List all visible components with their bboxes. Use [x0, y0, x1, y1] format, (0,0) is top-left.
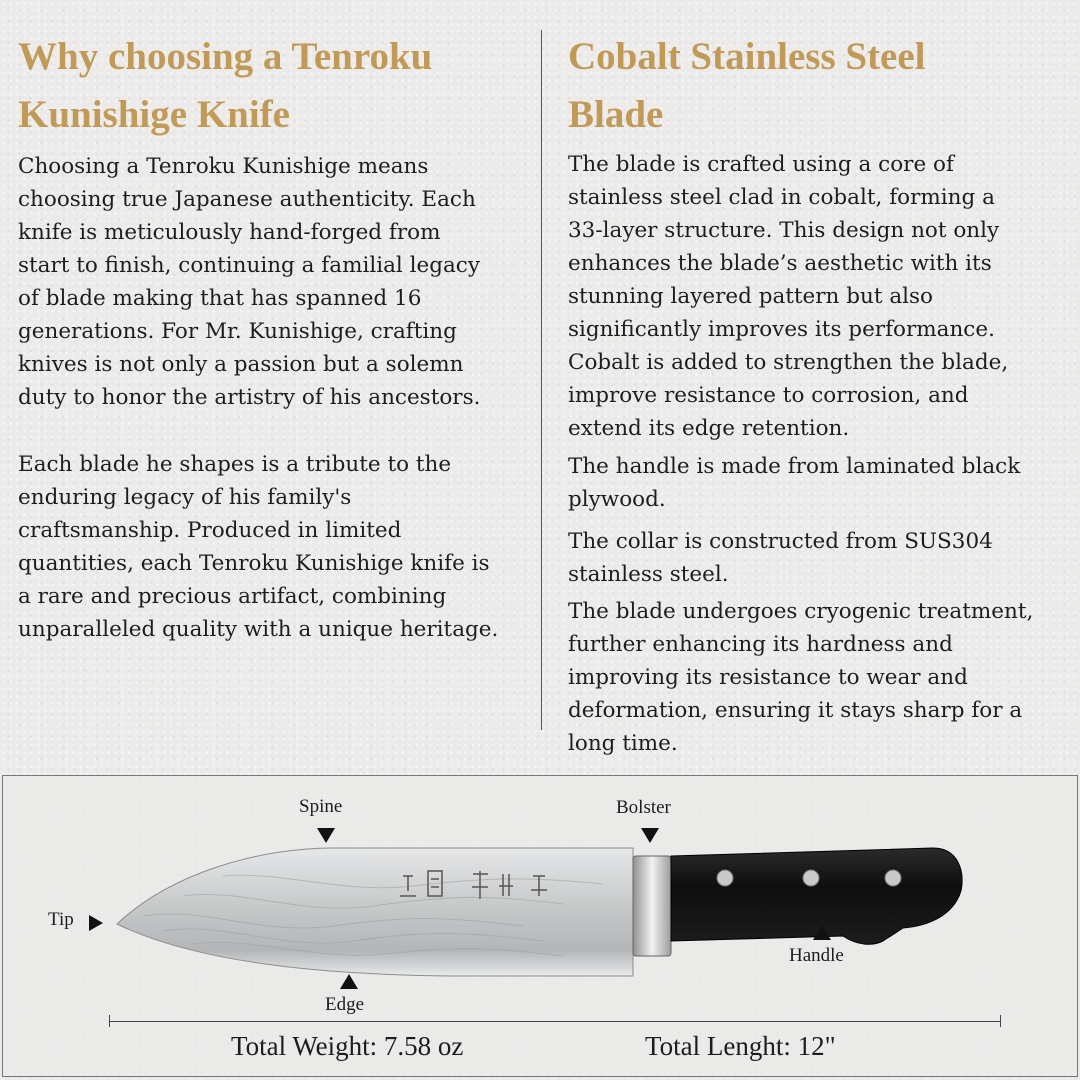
paragraph-line: craftsmanship. Produced in limited — [18, 518, 402, 543]
handle-label: Handle — [789, 945, 844, 966]
paragraph-line: long time. — [568, 731, 678, 756]
edge-arrow-icon — [340, 974, 358, 989]
left-paragraph-1 — [18, 150, 480, 414]
column-divider — [541, 30, 542, 730]
paragraph-line: The handle is made from laminated black — [568, 454, 1021, 479]
paragraph-line: enhances the blade’s aesthetic with its — [568, 251, 992, 276]
paragraph-line: improve resistance to corrosion, and — [568, 383, 969, 408]
spine-arrow-icon — [317, 828, 335, 843]
right-heading — [568, 28, 1058, 144]
total-weight: Total Weight: 7.58 oz — [231, 1031, 464, 1061]
spine-label: Spine — [299, 796, 343, 817]
blade-shape — [117, 848, 633, 976]
paragraph-line: improving its resistance to wear and — [568, 665, 968, 690]
total-length: Total Lenght: 12" — [645, 1031, 836, 1061]
right-heading-line2: Blade — [568, 93, 664, 136]
left-heading — [18, 28, 528, 144]
paragraph-line: The blade undergoes cryogenic treatment, — [568, 599, 1034, 624]
right-paragraph-blade — [568, 148, 1008, 445]
paragraph-line: knife is meticulously hand-forged from — [18, 220, 441, 245]
knife-illustration — [3, 776, 1079, 1078]
left-paragraph-2 — [18, 448, 498, 646]
right-paragraph-cryogenic — [568, 595, 1033, 760]
paragraph-line: Cobalt is added to strengthen the blade, — [568, 350, 1009, 375]
paragraph-line: stainless steel. — [568, 562, 729, 587]
paragraph-line: extend its edge retention. — [568, 416, 850, 441]
paragraph-line: enduring legacy of his family's — [18, 485, 352, 510]
knife-diagram — [2, 775, 1078, 1077]
paragraph-line: stainless steel clad in cobalt, forming a — [568, 185, 995, 210]
paragraph-line: Choosing a Tenroku Kunishige means — [18, 154, 429, 179]
right-paragraph-handle — [568, 450, 1020, 516]
paragraph-line: stunning layered pattern but also — [568, 284, 933, 309]
paragraph-line: Each blade he shapes is a tribute to the — [18, 452, 452, 477]
edge-label: Edge — [325, 994, 365, 1015]
paragraph-line: quantities, each Tenroku Kunishige knife is — [18, 551, 490, 576]
left-heading-line2: Kunishige Knife — [18, 93, 290, 136]
bolster-shape — [633, 856, 671, 956]
rivet-1 — [717, 870, 733, 886]
rivet-2 — [803, 870, 819, 886]
paragraph-line: further enhancing its hardness and — [568, 632, 953, 657]
tip-label: Tip — [48, 909, 74, 930]
paragraph-line: of blade making that has spanned 16 — [18, 286, 422, 311]
right-paragraph-collar — [568, 525, 993, 591]
paragraph-line: choosing true Japanese authenticity. Each — [18, 187, 476, 212]
dimension-tick-right — [1000, 1015, 1001, 1027]
paragraph-line: deformation, ensuring it stays sharp for a — [568, 698, 1023, 723]
paragraph-line: The collar is constructed from SUS304 — [568, 529, 993, 554]
paragraph-line: knives is not only a passion but a solemn — [18, 352, 464, 377]
dimension-tick-left — [109, 1015, 110, 1027]
paragraph-line: The blade is crafted using a core of — [568, 152, 954, 177]
right-heading-line1: Cobalt Stainless Steel — [568, 35, 926, 78]
bolster-arrow-icon — [641, 828, 659, 843]
paragraph-line: unparalleled quality with a unique heritage. — [18, 617, 499, 642]
dimension-line — [109, 1021, 1001, 1022]
paragraph-line: significantly improves its performance. — [568, 317, 995, 342]
rivet-3 — [885, 870, 901, 886]
tip-arrow-icon — [89, 915, 103, 931]
paragraph-line: start to finish, continuing a familial legacy — [18, 253, 480, 278]
paragraph-line: generations. For Mr. Kunishige, crafting — [18, 319, 457, 344]
paragraph-line: duty to honor the artistry of his ancestors. — [18, 385, 481, 410]
handle-arrow-icon — [813, 925, 831, 940]
paragraph-line: a rare and precious artifact, combining — [18, 584, 447, 609]
paragraph-line: 33-layer structure. This design not only — [568, 218, 1000, 243]
left-heading-line1: Why choosing a Tenroku — [18, 35, 433, 78]
bolster-label: Bolster — [616, 797, 671, 818]
paragraph-line: plywood. — [568, 487, 666, 512]
